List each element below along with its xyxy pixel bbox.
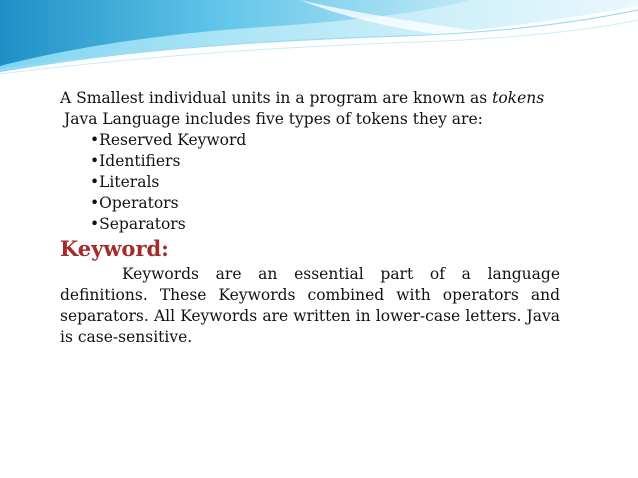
keyword-heading: Keyword: bbox=[60, 236, 169, 261]
intro-line-2: Java Language includes five types of tokens they are: bbox=[64, 110, 483, 128]
list-item: •Separators bbox=[90, 215, 186, 233]
list-item: •Reserved Keyword bbox=[90, 131, 247, 149]
keyword-paragraph: Keywords are an essential part of a language definitions. These Keywords combined with operators and separators. All Keywords are written in lower-case letters. Java is case-sensitive. bbox=[60, 265, 560, 346]
intro-emphasis-tokens: tokens bbox=[492, 89, 545, 107]
list-item: •Literals bbox=[90, 173, 160, 191]
decorative-wave-header bbox=[0, 0, 638, 80]
list-item: •Identifiers bbox=[90, 152, 181, 170]
token-types-list bbox=[60, 130, 560, 235]
intro-line-1-text: A Smallest individual units in a program are known as bbox=[60, 89, 493, 107]
list-item: •Operators bbox=[90, 194, 179, 212]
intro-line-1 bbox=[60, 88, 560, 109]
slide-body bbox=[60, 88, 560, 348]
